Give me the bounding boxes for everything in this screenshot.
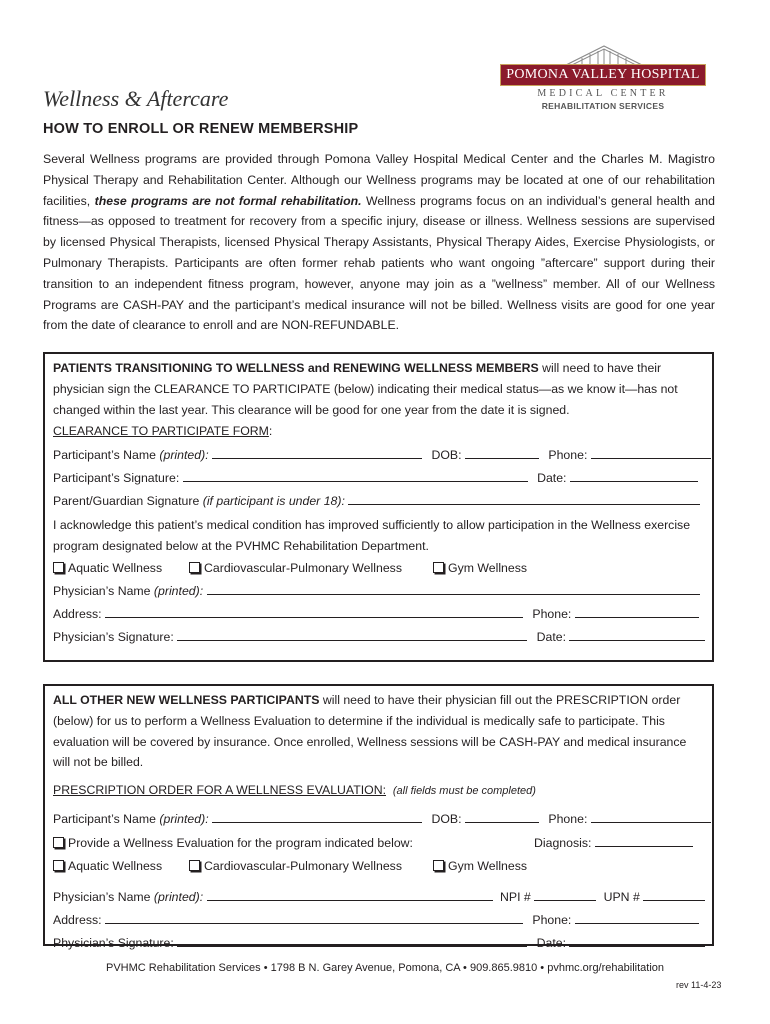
address-field[interactable]: [105, 603, 523, 618]
program-options-row: [53, 557, 704, 580]
phone-field[interactable]: [591, 808, 711, 823]
address-label: Address:: [53, 913, 102, 928]
date-field[interactable]: [569, 932, 705, 947]
address-field[interactable]: [105, 909, 523, 924]
checkbox-icon[interactable]: [189, 860, 200, 871]
checkbox-icon[interactable]: [433, 562, 444, 573]
dob-label: DOB:: [431, 812, 462, 827]
participant-name-field[interactable]: [212, 444, 422, 459]
clearance-section: [43, 352, 714, 662]
rx-participant-name-row: [53, 808, 704, 831]
participant-signature-row: [53, 467, 704, 490]
prescription-instructions: [53, 690, 704, 773]
physician-name-field[interactable]: [207, 886, 493, 901]
intro-text-2: Wellness programs focus on an individual’s general health and fitness—as opposed to treatment for recovery from a specific injury, disease or illness. Wellness sessions are supervised by licensed Physical Therapists, licensed Physical Therapy Assistants, Physical Therapy Aides, Exercise Physiologists, or Pulmonary Therapists. Participants are often former rehab patients who want ongoing ”aftercare” support during their transition to an independent fitness program, however, anyone may join as a ”wellness” member. All of our Wellness Programs are CASH-PAY and the participant’s medical insurance will not be billed. Wellness visits are good for one year from the date of clearance to enroll and are NON-REFUNDABLE.: [43, 193, 715, 333]
upn-label: UPN #: [603, 889, 640, 904]
dob-label: DOB:: [431, 447, 462, 462]
prescription-lead-text: will need to have their physician fill out the PRESCRIPTION order (below) for us to perform a Wellness Evaluation to determine if the individual is medically safe to participate. This evaluation will be covered by insurance. Once enrolled, Wellness sessions will be CASH-PAY and medical insurance will not be billed.: [53, 693, 687, 770]
provide-eval-option[interactable]: [53, 836, 413, 850]
rx-physician-name-row: [53, 886, 704, 909]
guardian-signature-field[interactable]: [348, 490, 700, 505]
checkbox-icon[interactable]: [433, 860, 444, 871]
participant-name-label: Participant’s Name: [53, 447, 160, 462]
upn-field[interactable]: [643, 886, 705, 901]
participant-name-field[interactable]: [212, 808, 422, 823]
cardio-label: Cardiovascular-Pulmonary Wellness: [204, 858, 402, 873]
logo-subtitle: MEDICAL CENTER: [537, 88, 669, 99]
rx-physician-signature-row: [53, 932, 704, 955]
address-row: [53, 603, 704, 626]
revision-label: rev 11-4-23: [676, 980, 722, 990]
diagnosis-field[interactable]: [595, 832, 693, 847]
printed-note: (printed):: [159, 447, 209, 462]
physician-signature-label: Physician’s Signature:: [53, 936, 174, 951]
dob-field[interactable]: [465, 444, 539, 459]
phone-label: Phone:: [532, 913, 572, 928]
aquatic-label: Aquatic Wellness: [68, 858, 163, 873]
checkbox-icon[interactable]: [53, 562, 64, 573]
physician-name-label: Physician’s Name: [53, 889, 154, 904]
phone-field[interactable]: [575, 603, 699, 618]
gym-option[interactable]: [433, 855, 527, 878]
prescription-form-title: PRESCRIPTION ORDER FOR A WELLNESS EVALUATION:: [53, 783, 386, 798]
clearance-lead: PATIENTS TRANSITIONING TO WELLNESS and RENEWING WELLNESS MEMBERS: [53, 361, 539, 375]
aquatic-option[interactable]: [53, 557, 162, 580]
clearance-lead-text: will need to have their physician sign the CLEARANCE TO PARTICIPATE (below) indicating their medical status—as we know it—has not changed within the last year. This clearance will be good for one year from the date it is signed.: [53, 361, 678, 417]
gym-label: Gym Wellness: [448, 858, 528, 873]
clearance-instructions: [53, 358, 704, 420]
acknowledge-text: I acknowledge this patient’s medical condition has improved sufficiently to allow participation in the Wellness exercise program designated below at the PVHMC Rehabilitation Department.: [53, 518, 691, 553]
checkbox-icon[interactable]: [189, 562, 200, 573]
physician-signature-field[interactable]: [177, 626, 527, 641]
guardian-signature-label: Parent/Guardian Signature: [53, 493, 203, 508]
gym-label: Gym Wellness: [448, 560, 528, 575]
intro-paragraph: [43, 149, 715, 336]
checkbox-icon[interactable]: [53, 860, 64, 871]
clearance-form-title: CLEARANCE TO PARTICIPATE FORM: [53, 424, 269, 439]
npi-label: NPI #: [499, 889, 531, 904]
prescription-form-note: (all fields must be completed): [392, 785, 536, 798]
physician-signature-row: [53, 626, 704, 649]
diagnosis-group: [534, 832, 693, 855]
intro-text-1: Several Wellness programs are provided through Pomona Valley Hospital Medical Center and the Charles M. Magistro Physical Therapy and Rehabilitation Center. Although our Wellness programs may be located at one of our rehabilitation facilities,: [43, 152, 715, 208]
printed-note: (printed):: [153, 889, 204, 904]
physician-name-label: Physician’s Name: [53, 583, 154, 598]
participant-name-label: Participant’s Name: [53, 812, 160, 827]
section-heading: HOW TO ENROLL OR RENEW MEMBERSHIP: [43, 121, 359, 137]
date-label: Date:: [536, 936, 567, 951]
printed-note: (printed):: [159, 812, 209, 827]
logo-name: POMONA VALLEY HOSPITAL: [500, 64, 706, 86]
cardio-option[interactable]: [189, 557, 402, 580]
phone-label: Phone:: [548, 812, 588, 827]
gym-option[interactable]: [433, 557, 527, 580]
participant-signature-field[interactable]: [183, 467, 528, 482]
aquatic-label: Aquatic Wellness: [68, 560, 163, 575]
checkbox-icon[interactable]: [53, 837, 64, 848]
phone-label: Phone:: [548, 447, 588, 462]
aquatic-option[interactable]: [53, 855, 162, 878]
address-label: Address:: [53, 607, 102, 622]
hospital-logo: [500, 44, 708, 114]
cardio-label: Cardiovascular-Pulmonary Wellness: [204, 560, 402, 575]
prescription-lead: ALL OTHER NEW WELLNESS PARTICIPANTS: [53, 693, 320, 707]
phone-field[interactable]: [591, 444, 711, 459]
printed-note: (printed):: [153, 583, 204, 598]
date-label: Date:: [536, 630, 567, 645]
date-field[interactable]: [569, 626, 705, 641]
date-label: Date:: [537, 470, 567, 485]
participant-signature-label: Participant’s Signature:: [53, 470, 180, 485]
phone-field[interactable]: [575, 909, 699, 924]
guardian-note: (if participant is under 18):: [202, 493, 345, 508]
prescription-form-title-row: [53, 779, 704, 802]
npi-field[interactable]: [534, 886, 596, 901]
building-logo-icon: [560, 44, 648, 66]
physician-signature-label: Physician’s Signature:: [53, 630, 174, 645]
date-field[interactable]: [570, 467, 698, 482]
clearance-form-title-row: [53, 420, 704, 443]
cardio-option[interactable]: [189, 855, 402, 878]
clearance-form-colon: :: [268, 424, 273, 439]
physician-name-row: [53, 580, 704, 603]
provide-eval-label: Provide a Wellness Evaluation for the program indicated below:: [68, 835, 413, 850]
dob-field[interactable]: [465, 808, 539, 823]
rx-program-options-row: [53, 855, 704, 878]
diagnosis-label: Diagnosis:: [534, 835, 592, 850]
physician-name-field[interactable]: [207, 580, 700, 595]
participant-name-row: [53, 444, 704, 467]
logo-department: REHABILITATION SERVICES: [541, 101, 665, 111]
guardian-signature-row: [53, 490, 704, 513]
footer-contact: PVHMC Rehabilitation Services • 1798 B N. Garey Avenue, Pomona, CA • 909.865.9810 • pvhmc.org/rehabilitation: [106, 962, 664, 974]
prescription-section: [43, 684, 714, 951]
physician-signature-field[interactable]: [177, 932, 527, 947]
phone-label: Phone:: [532, 607, 572, 622]
intro-emphasis: these programs are not formal rehabilitation.: [94, 193, 362, 208]
document-title: Wellness & Aftercare: [43, 86, 229, 111]
provide-eval-row: [53, 832, 704, 855]
rx-address-row: [53, 909, 704, 932]
